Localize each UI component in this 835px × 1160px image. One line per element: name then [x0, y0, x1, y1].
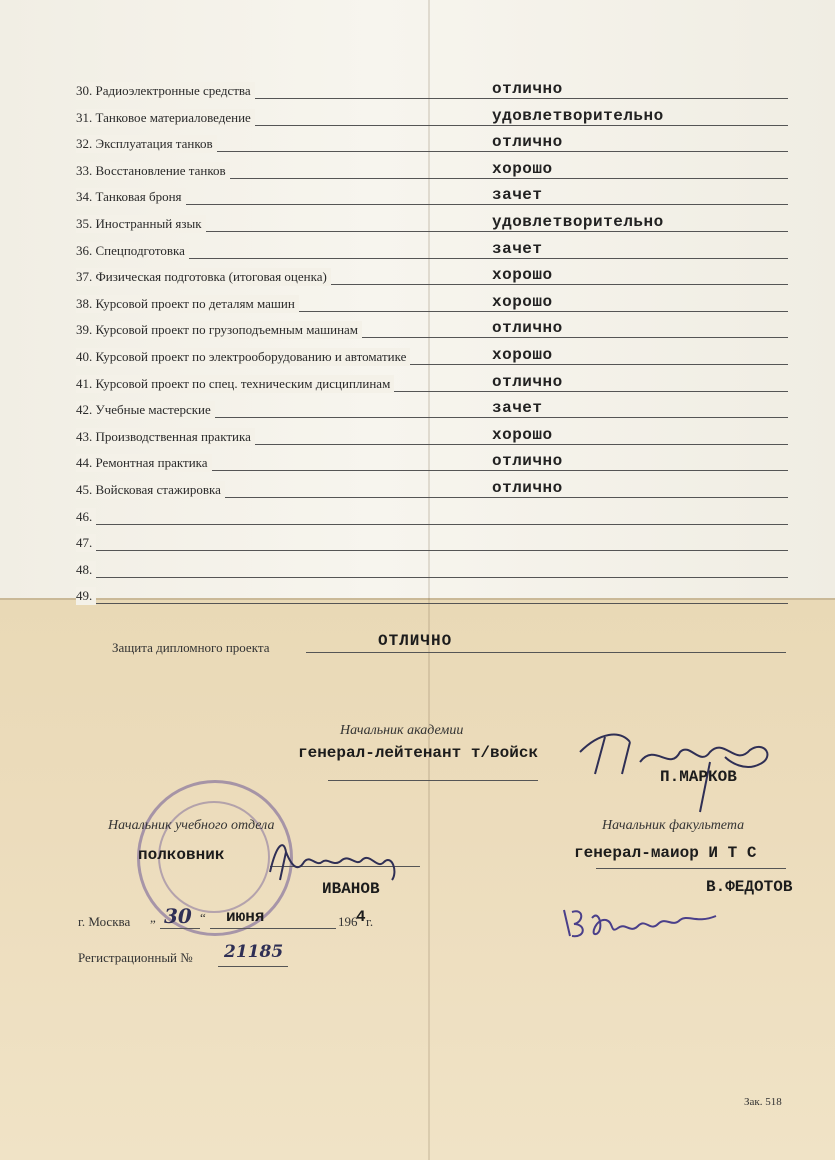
- subject-label: 45. Войсковая стажировка: [76, 482, 221, 497]
- subject-row: [76, 238, 788, 264]
- subject-row: [76, 158, 788, 184]
- subject-label: 43. Производственная практика: [76, 428, 251, 444]
- subject-label: 42. Учебные мастерские: [76, 402, 211, 418]
- subject-grade: удовлетворительно: [492, 213, 664, 231]
- subject-row: [76, 131, 788, 157]
- academy-head-rank: генерал-лейтенант т/войск: [298, 744, 539, 762]
- thesis-grade: ОТЛИЧНО: [378, 632, 453, 650]
- subject-grade: отлично: [492, 372, 563, 391]
- academy-head-name: П.МАРКОВ: [660, 768, 737, 786]
- subject-label: 32. Эксплуатация танков: [76, 136, 213, 152]
- subject-row: [76, 211, 788, 237]
- date-day-underline: [160, 928, 200, 929]
- subject-row: [76, 583, 788, 609]
- subject-label: 44. Ремонтная практика: [76, 455, 208, 471]
- faculty-head-name: В.ФЕДОТОВ: [706, 878, 793, 896]
- date-close-quote: “: [200, 910, 206, 925]
- subject-label: 35. Иностранный язык: [76, 216, 202, 231]
- subject-label: 34. Танковая броня: [76, 189, 182, 205]
- date-day: 30: [164, 904, 192, 928]
- faculty-head-underline: [596, 868, 786, 869]
- subject-underline: [76, 577, 788, 578]
- faculty-head-title: Начальник факультета: [602, 818, 745, 833]
- subject-grade: отлично: [492, 479, 563, 497]
- date-open-quote: „: [150, 910, 156, 925]
- subject-label: 33. Восстановление танков: [76, 162, 226, 178]
- subject-label: 30. Радиоэлектронные средства: [76, 83, 251, 98]
- subject-row: [76, 291, 788, 317]
- date-year-suffix: 4: [356, 908, 366, 926]
- subject-label: 39. Курсовой проект по грузоподъемным машинам: [76, 322, 359, 338]
- thesis-label: Защита дипломного проекта: [112, 640, 270, 655]
- academy-head-title: Начальник академии: [340, 723, 464, 738]
- subject-grade: отлично: [492, 452, 563, 471]
- date-month-underline: [210, 928, 336, 929]
- subject-grade: отлично: [492, 319, 563, 338]
- subject-row: [76, 344, 788, 370]
- study-dept-head-title: Начальник учебного отдела: [108, 818, 275, 833]
- subject-row: [76, 317, 788, 343]
- academy-head-underline: [328, 780, 538, 781]
- subject-row: [76, 530, 788, 556]
- subject-grade: хорошо: [492, 346, 553, 364]
- faculty-head-rank: генерал-маиор И Т С: [574, 844, 757, 862]
- subject-row: [76, 450, 788, 476]
- date-year-end: г.: [366, 914, 374, 929]
- date-month: июня: [226, 908, 265, 926]
- study-dept-head-rank: полковник: [138, 846, 225, 864]
- subject-label: 37. Физическая подготовка (итоговая оценка): [76, 269, 327, 285]
- subject-grade: хорошо: [492, 425, 553, 444]
- subject-label: 31. Танковое материаловедение: [76, 109, 251, 125]
- subject-row: [76, 264, 788, 290]
- subject-label: 41. Курсовой проект по спец. техническим дисциплинам: [76, 375, 391, 391]
- order-mark: Зак. 518: [744, 1096, 782, 1108]
- subject-label: 38. Курсовой проект по деталям машин: [76, 295, 295, 311]
- registration-number: 21185: [224, 942, 284, 962]
- subject-label: 49.: [76, 588, 93, 604]
- subject-row: [76, 184, 788, 210]
- subject-grade: зачет: [492, 399, 543, 418]
- subject-row: [76, 78, 788, 104]
- subject-row: [76, 397, 788, 423]
- subject-grade: хорошо: [492, 292, 553, 311]
- subject-grade: зачет: [492, 239, 543, 258]
- subject-grade: отлично: [492, 80, 563, 98]
- academy-head-signature: [560, 712, 790, 822]
- subject-row: [76, 504, 788, 530]
- subject-underline: [76, 603, 788, 604]
- subject-label: 40. Курсовой проект по электрооборудованию и автоматике: [76, 349, 407, 364]
- thesis-underline: [306, 652, 786, 653]
- subject-row: [76, 477, 788, 503]
- subject-grade: зачет: [492, 186, 543, 205]
- subject-grade: удовлетворительно: [492, 106, 664, 125]
- subject-label: 48.: [76, 561, 93, 577]
- subject-grade: хорошо: [492, 159, 553, 178]
- registration-label: Регистрационный №: [78, 950, 193, 965]
- subject-row: [76, 424, 788, 450]
- date-year-prefix: 196: [338, 914, 358, 929]
- subject-label: 47.: [76, 535, 93, 551]
- subject-underline: [76, 524, 788, 525]
- registration-underline: [218, 966, 288, 967]
- subject-grade: хорошо: [492, 266, 553, 285]
- subject-row: [76, 371, 788, 397]
- study-dept-head-name: ИВАНОВ: [322, 880, 380, 898]
- date-city: г. Москва: [78, 914, 131, 929]
- subject-row: [76, 105, 788, 131]
- subject-label: 36. Спецподготовка: [76, 242, 185, 258]
- faculty-head-signature: [556, 898, 736, 968]
- subject-grade: отлично: [492, 133, 563, 152]
- subject-label: 46.: [76, 508, 93, 524]
- subject-row: [76, 557, 788, 583]
- subject-underline: [76, 550, 788, 551]
